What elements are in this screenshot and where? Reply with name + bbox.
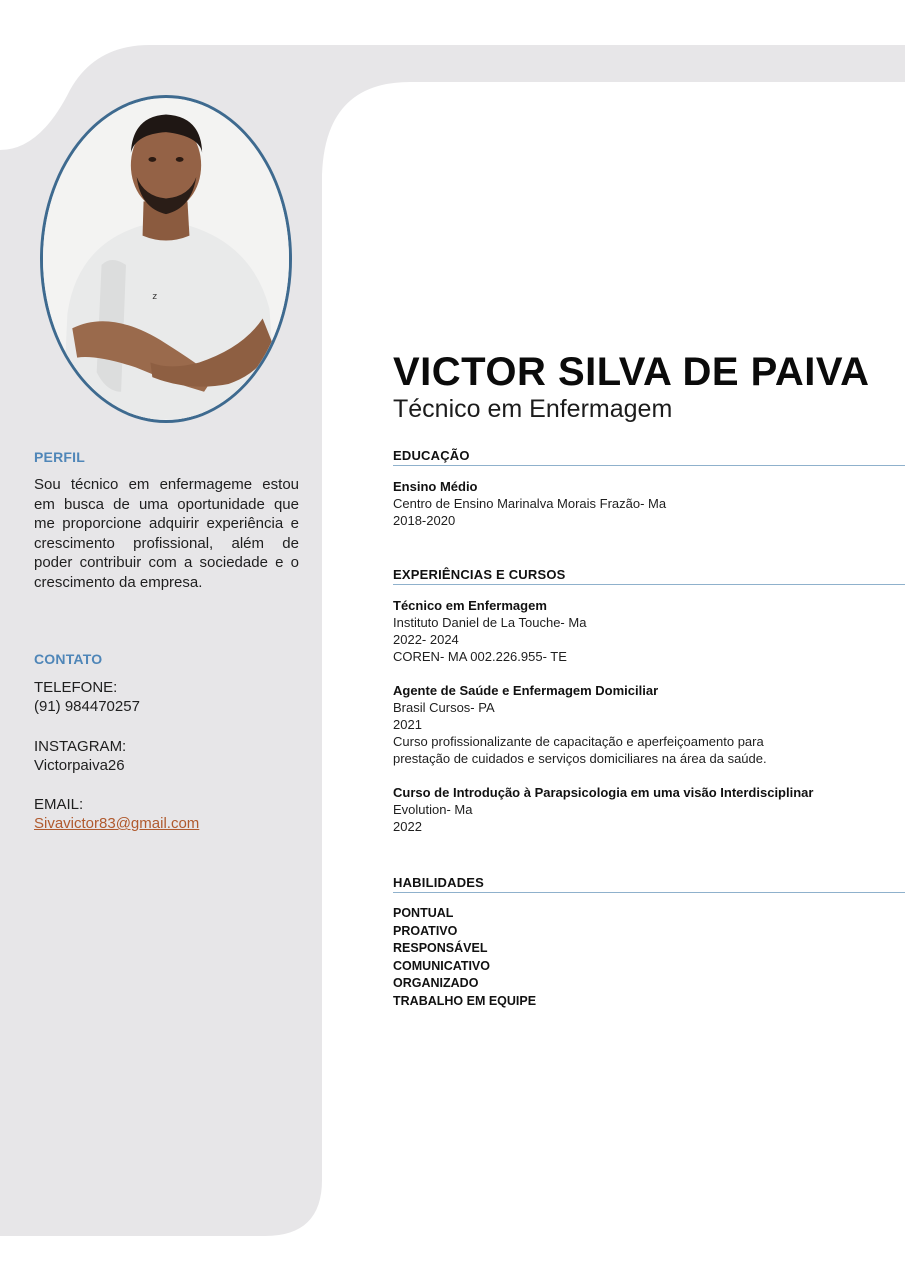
phone-label: TELEFONE: [34,679,118,696]
education-section [393,448,905,529]
experience-line: 2022- 2024 [393,632,459,647]
experience-line: Curso profissionalizante de capacitação e aperfeiçoamento para [393,734,764,749]
email-label: EMAIL: [34,796,84,813]
experience-heading: EXPERIÊNCIAS E CURSOS [393,567,905,585]
experience-title: Curso de Introdução à Parapsicologia em uma visão Interdisciplinar [393,785,814,800]
experience-line: prestação de cuidados e serviços domiciliares na área da saúde. [393,751,767,766]
profile-photo [40,95,292,423]
contact-email [34,795,299,833]
instagram-label: INSTAGRAM: [34,738,127,755]
skill-item: PONTUAL [393,906,454,920]
experience-line: 2022 [393,819,422,834]
experience-title: Agente de Saúde e Enfermagem Domiciliar [393,683,659,698]
contact-heading: CONTATO [34,651,103,667]
person-role: Técnico em Enfermagem [393,395,673,423]
experience-line: Evolution- Ma [393,802,473,817]
skill-item: PROATIVO [393,923,458,938]
skill-item: TRABALHO EM EQUIPE [393,993,537,1008]
svg-text:z: z [152,292,157,303]
email-link[interactable]: Sivavictor83@gmail.com [34,815,200,832]
skill-item: ORGANIZADO [393,976,479,990]
skill-item: COMUNICATIVO [393,958,490,973]
experience-line: Brasil Cursos- PA [393,700,495,715]
experience-line: Instituto Daniel de La Touche- Ma [393,615,587,630]
phone-value: (91) 984470257 [34,698,140,715]
skills-section [393,875,905,1010]
experience-item [393,784,905,835]
person-name: VICTOR SILVA DE PAIVA [393,350,870,394]
experience-title: Técnico em Enfermagem [393,598,547,613]
profile-text: Sou técnico em enfermageme estou em busca de uma oportunidade que me proporcione adquirir experiência e crescimento profissional, além de poder contribuir com a sociedade e o crescimento da empresa. [34,476,299,591]
instagram-value: Victorpaiva26 [34,757,125,774]
experience-line: COREN- MA 002.226.955- TE [393,649,567,664]
skills-heading: HABILIDADES [393,875,905,893]
experience-item [393,597,905,665]
education-line: Centro de Ensino Marinalva Morais Frazão- Ma [393,496,667,511]
contact-phone [34,678,299,716]
skill-item: RESPONSÁVEL [393,941,488,955]
contact-instagram [34,737,299,775]
education-title: Ensino Médio [393,479,478,494]
education-line: 2018-2020 [393,513,456,528]
experience-line: 2021 [393,717,422,732]
experience-section [393,567,905,835]
profile-heading: PERFIL [34,449,85,465]
experience-item [393,682,905,767]
person-portrait-icon [43,98,289,420]
education-heading: EDUCAÇÃO [393,448,905,466]
